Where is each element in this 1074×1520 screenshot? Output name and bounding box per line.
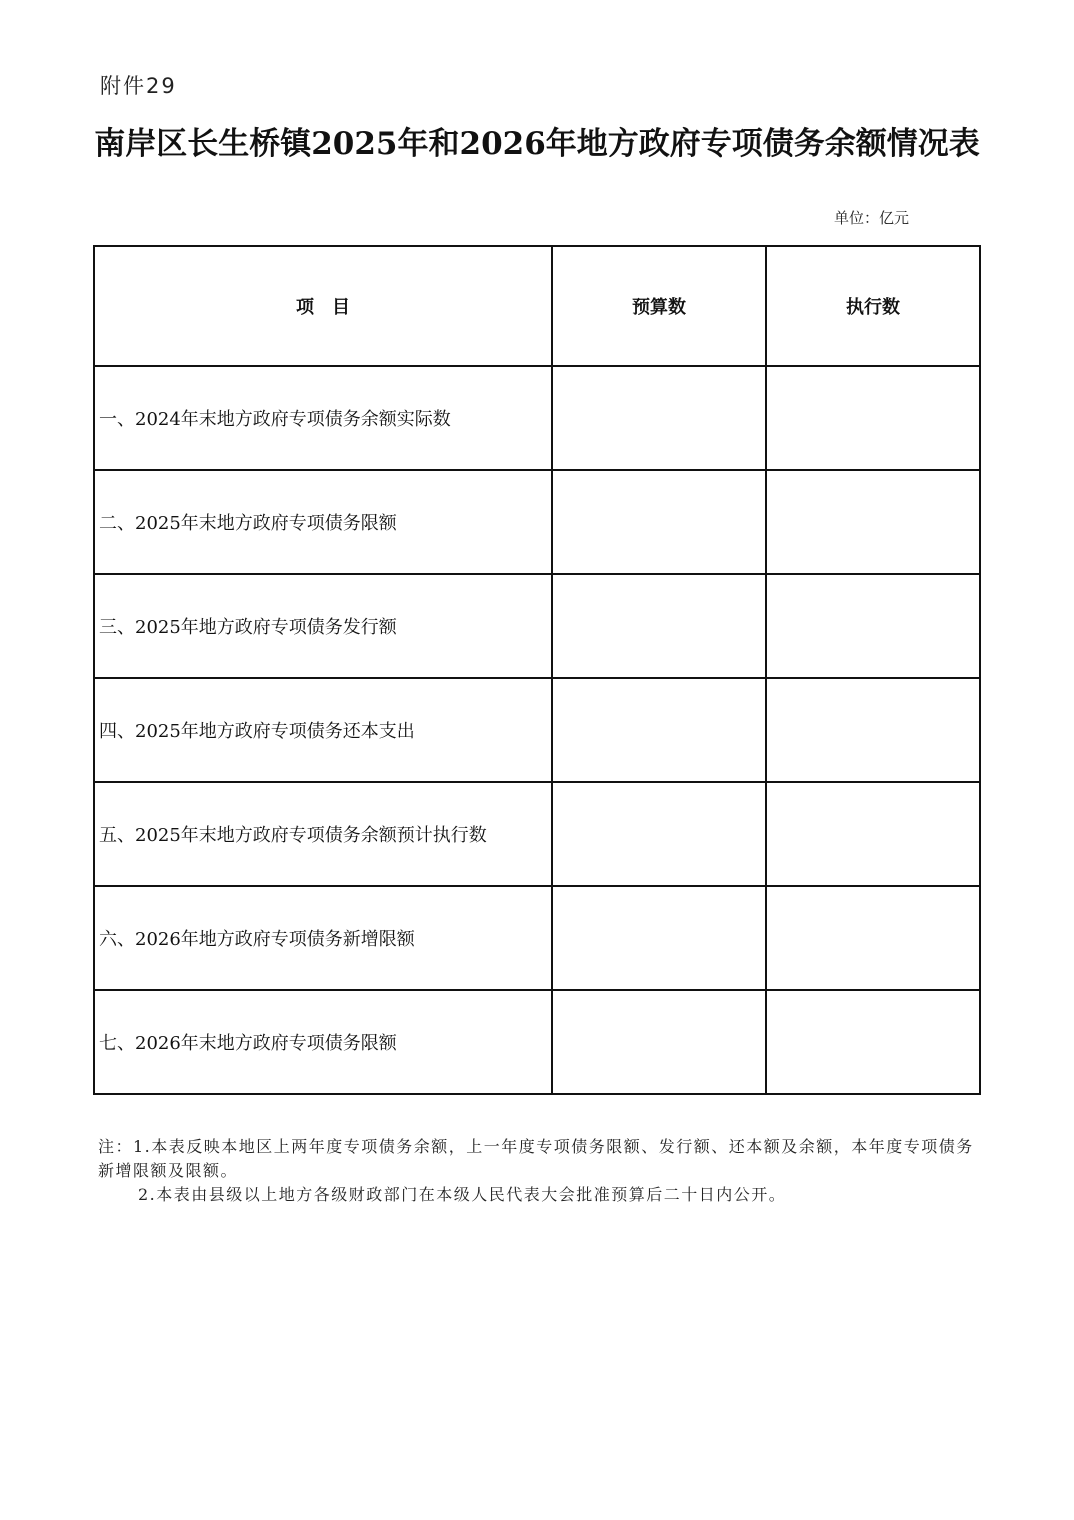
row-item-label: 二、2025年末地方政府专项债务限额 [94, 470, 552, 574]
row-budget-value [552, 366, 766, 470]
attachment-label: 附件29 [100, 74, 177, 98]
debt-balance-table [93, 245, 981, 1095]
row-budget-value [552, 678, 766, 782]
footnote-2: 2.本表由县级以上地方各级财政部门在本级人民代表大会批准预算后二十日内公开。 [138, 1185, 787, 1204]
table-row [94, 470, 980, 574]
row-item-label: 六、2026年地方政府专项债务新增限额 [94, 886, 552, 990]
table-header-row [94, 246, 980, 366]
row-exec-value [766, 782, 980, 886]
row-budget-value [552, 990, 766, 1094]
table-row [94, 990, 980, 1094]
table-row [94, 886, 980, 990]
row-budget-value [552, 574, 766, 678]
row-exec-value [766, 366, 980, 470]
row-item-label: 四、2025年地方政府专项债务还本支出 [94, 678, 552, 782]
column-header-budget: 预算数 [552, 246, 766, 366]
row-budget-value [552, 470, 766, 574]
column-header-item: 项 目 [94, 246, 552, 366]
page-title: 南岸区长生桥镇2025年和2026年地方政府专项债务余额情况表 [94, 126, 980, 162]
unit-label: 单位：亿元 [834, 209, 910, 227]
row-item-label: 七、2026年末地方政府专项债务限额 [94, 990, 552, 1094]
row-budget-value [552, 782, 766, 886]
row-exec-value [766, 470, 980, 574]
footnotes [98, 1135, 974, 1207]
column-header-exec: 执行数 [766, 246, 980, 366]
table-row [94, 366, 980, 470]
row-exec-value [766, 574, 980, 678]
row-exec-value [766, 990, 980, 1094]
row-exec-value [766, 678, 980, 782]
row-item-label: 三、2025年地方政府专项债务发行额 [94, 574, 552, 678]
table-row [94, 782, 980, 886]
footnote-1: 注：1.本表反映本地区上两年度专项债务余额，上一年度专项债务限额、发行额、还本额及余额，本年度专项债务新增限额及限额。 [98, 1137, 974, 1180]
row-budget-value [552, 886, 766, 990]
row-item-label: 一、2024年末地方政府专项债务余额实际数 [94, 366, 552, 470]
table-row [94, 678, 980, 782]
row-exec-value [766, 886, 980, 990]
row-item-label: 五、2025年末地方政府专项债务余额预计执行数 [94, 782, 552, 886]
table-row [94, 574, 980, 678]
